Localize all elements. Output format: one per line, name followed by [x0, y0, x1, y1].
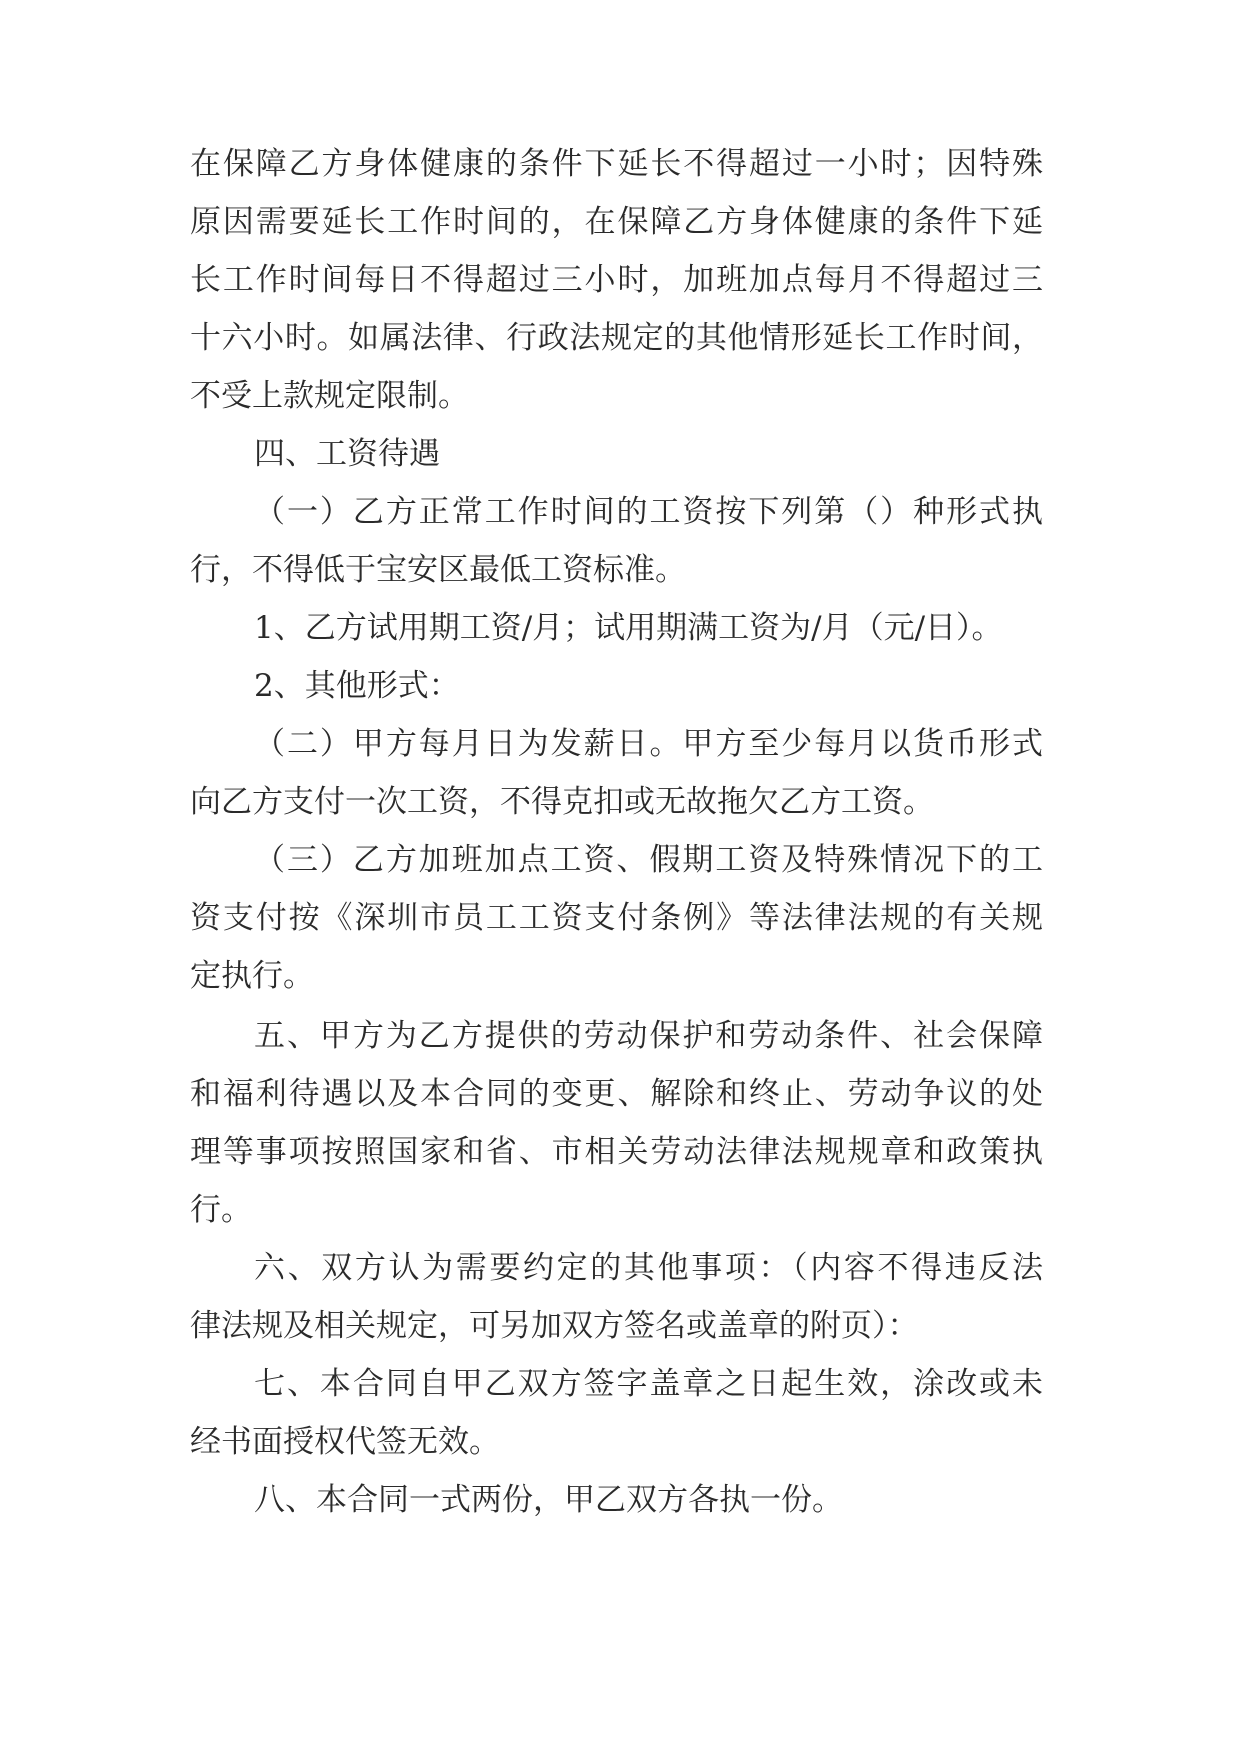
body-line: 资支付按《深圳市员工工资支付条例》等法律法规的有关规	[190, 900, 1043, 936]
body-line: 十六小时。如属法律、行政法规定的其他情形延长工作时间，	[190, 320, 1043, 356]
body-line: （三）乙方加班加点工资、假期工资及特殊情况下的工	[254, 842, 1043, 878]
section-heading: 五、甲方为乙方提供的劳动保护和劳动条件、社会保障	[254, 1018, 1043, 1054]
body-line: 和福利待遇以及本合同的变更、解除和终止、劳动争议的处	[190, 1076, 1043, 1112]
body-line: 2、其他形式：	[254, 668, 460, 704]
body-line: 不受上款规定限制。	[190, 378, 469, 414]
section-heading: 七、本合同自甲乙双方签字盖章之日起生效，涂改或未	[254, 1366, 1043, 1402]
body-line: 理等事项按照国家和省、市相关劳动法律法规规章和政策执	[190, 1134, 1043, 1170]
section-heading: 八、本合同一式两份，甲乙双方各执一份。	[254, 1482, 843, 1518]
body-line: 经书面授权代签无效。	[190, 1424, 500, 1460]
body-line: 行。	[190, 1192, 252, 1228]
body-line: （一）乙方正常工作时间的工资按下列第（）种形式执	[254, 494, 1043, 530]
body-line: 律法规及相关规定，可另加双方签名或盖章的附页）：	[190, 1308, 919, 1344]
body-line: 行，不得低于宝安区最低工资标准。	[190, 552, 686, 588]
section-heading: 六、双方认为需要约定的其他事项：（内容不得违反法	[254, 1250, 1043, 1286]
body-line: 在保障乙方身体健康的条件下延长不得超过一小时；因特殊	[190, 146, 1043, 182]
body-line: （二）甲方每月日为发薪日。甲方至少每月以货币形式	[254, 726, 1043, 762]
body-line: 长工作时间每日不得超过三小时，加班加点每月不得超过三	[190, 262, 1043, 298]
body-line: 定执行。	[190, 958, 314, 994]
body-line: 1、乙方试用期工资/月；试用期满工资为/月（元/日）。	[254, 610, 1003, 646]
body-line: 原因需要延长工作时间的，在保障乙方身体健康的条件下延	[190, 204, 1043, 240]
body-line: 向乙方支付一次工资，不得克扣或无故拖欠乙方工资。	[190, 784, 934, 820]
section-heading: 四、工资待遇	[254, 436, 440, 472]
